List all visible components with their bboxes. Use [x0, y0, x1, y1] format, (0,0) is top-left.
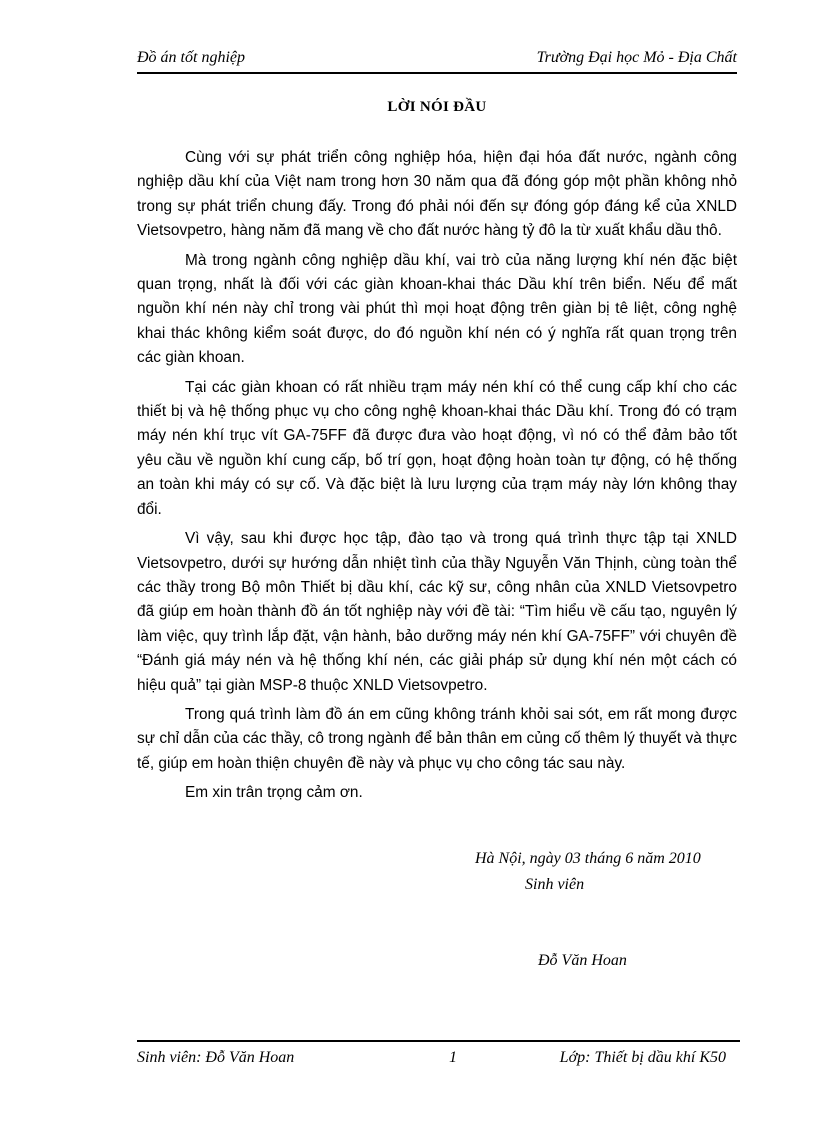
footer-student: Sinh viên: Đỗ Văn Hoan: [137, 1049, 295, 1066]
page-number: 1: [449, 1049, 457, 1066]
preface-body: [137, 146, 737, 806]
paragraph-2: Mà trong ngành công nghiệp dầu khí, vai trò của năng lượng khí nén đặc biệt quan trọng, nhất là đối với các giàn khoan-khai thác Dầu khí trên biển. Nếu để mất nguồn khí nén này chỉ trong vài phút thì mọi hoạt động trên giàn bị tê liệt, công nghệ khai thác không kiểm soát được, do đó nguồn khí nén có ý nghĩa rất quan trọng trên các giàn khoan.: [137, 251, 737, 367]
paragraph-1: Cùng với sự phát triển công nghiệp hóa, hiện đại hóa đất nước, ngành công nghiệp dầu khí của Việt nam trong hơn 30 năm qua đã đóng góp một phần không nhỏ trong sự phát triển chung đấy. Trong đó phải nói đến sự đóng góp đáng kể của XNLD Vietsovpetro, hàng năm đã mang về cho đất nước hàng tỷ đô la từ xuất khẩu dầu thô.: [137, 149, 737, 240]
signature-date: Hà Nội, ngày 03 tháng 6 năm 2010: [475, 850, 701, 867]
paragraph-4: Vì vậy, sau khi được học tập, đào tạo và trong quá trình thực tập tại XNLD Vietsovpetro, dưới sự hướng dẫn nhiệt tình của thầy Nguyễn Văn Thịnh, cùng toàn thể các thầy trong Bộ môn Thiết bị dầu khí, các kỹ sư, công nhân của XNLD Vietsovpetro đã giúp em hoàn thành đồ án tốt nghiệp này với đề tài: “Tìm hiểu về cấu tạo, nguyên lý làm việc, quy trình lắp đặt, vận hành, bảo dưỡng máy nén khí GA-75FF” với chuyên đề “Đánh giá máy nén và hệ thống khí nén, các giải pháp sử dụng khí nén một cách có hiệu quả” tại giàn MSP-8 thuộc XNLD Vietsovpetro.: [137, 530, 737, 694]
page-footer: [137, 1040, 740, 1070]
header-university: Trường Đại học Mỏ - Địa Chất: [536, 49, 737, 66]
footer-class: Lớp: Thiết bị dầu khí K50: [559, 1049, 726, 1066]
page-title: LỜI NÓI ĐẦU: [387, 99, 487, 115]
paragraph-thanks: Em xin trân trọng cảm ơn.: [185, 784, 363, 802]
header-document-type: Đồ án tốt nghiệp: [137, 49, 245, 66]
signature-role: Sinh viên: [525, 876, 585, 893]
page-header: [137, 46, 737, 74]
header-rule: [137, 72, 737, 74]
footer-rule: [137, 1040, 740, 1042]
signature-name: Đỗ Văn Hoan: [538, 952, 627, 969]
paragraph-3: Tại các giàn khoan có rất nhiều trạm máy nén khí có thể cung cấp khí cho các thiết bị và hệ thống phục vụ cho công nghệ khoan-khai thác Dầu khí. Trong đó có trạm máy nén khí trục vít GA-75FF đã được đưa vào hoạt động, vì nó có thể đảm bảo tốt yêu cầu về nguồn khí cung cấp, bố trí gọn, hoạt động hoàn toàn tự động, có hệ thống an toàn khi máy có sự cố. Và đặc biệt là lưu lượng của trạm máy này lớn không thay đổi.: [137, 378, 737, 518]
paragraph-5: Trong quá trình làm đồ án em cũng không tránh khỏi sai sót, em rất mong được sự chỉ dẫn của các thầy, cô trong ngành để bản thân em củng cố thêm lý thuyết và thực tế, giúp em hoàn thiện chuyên đề này và phục vụ cho công tác sau này.: [137, 705, 737, 772]
